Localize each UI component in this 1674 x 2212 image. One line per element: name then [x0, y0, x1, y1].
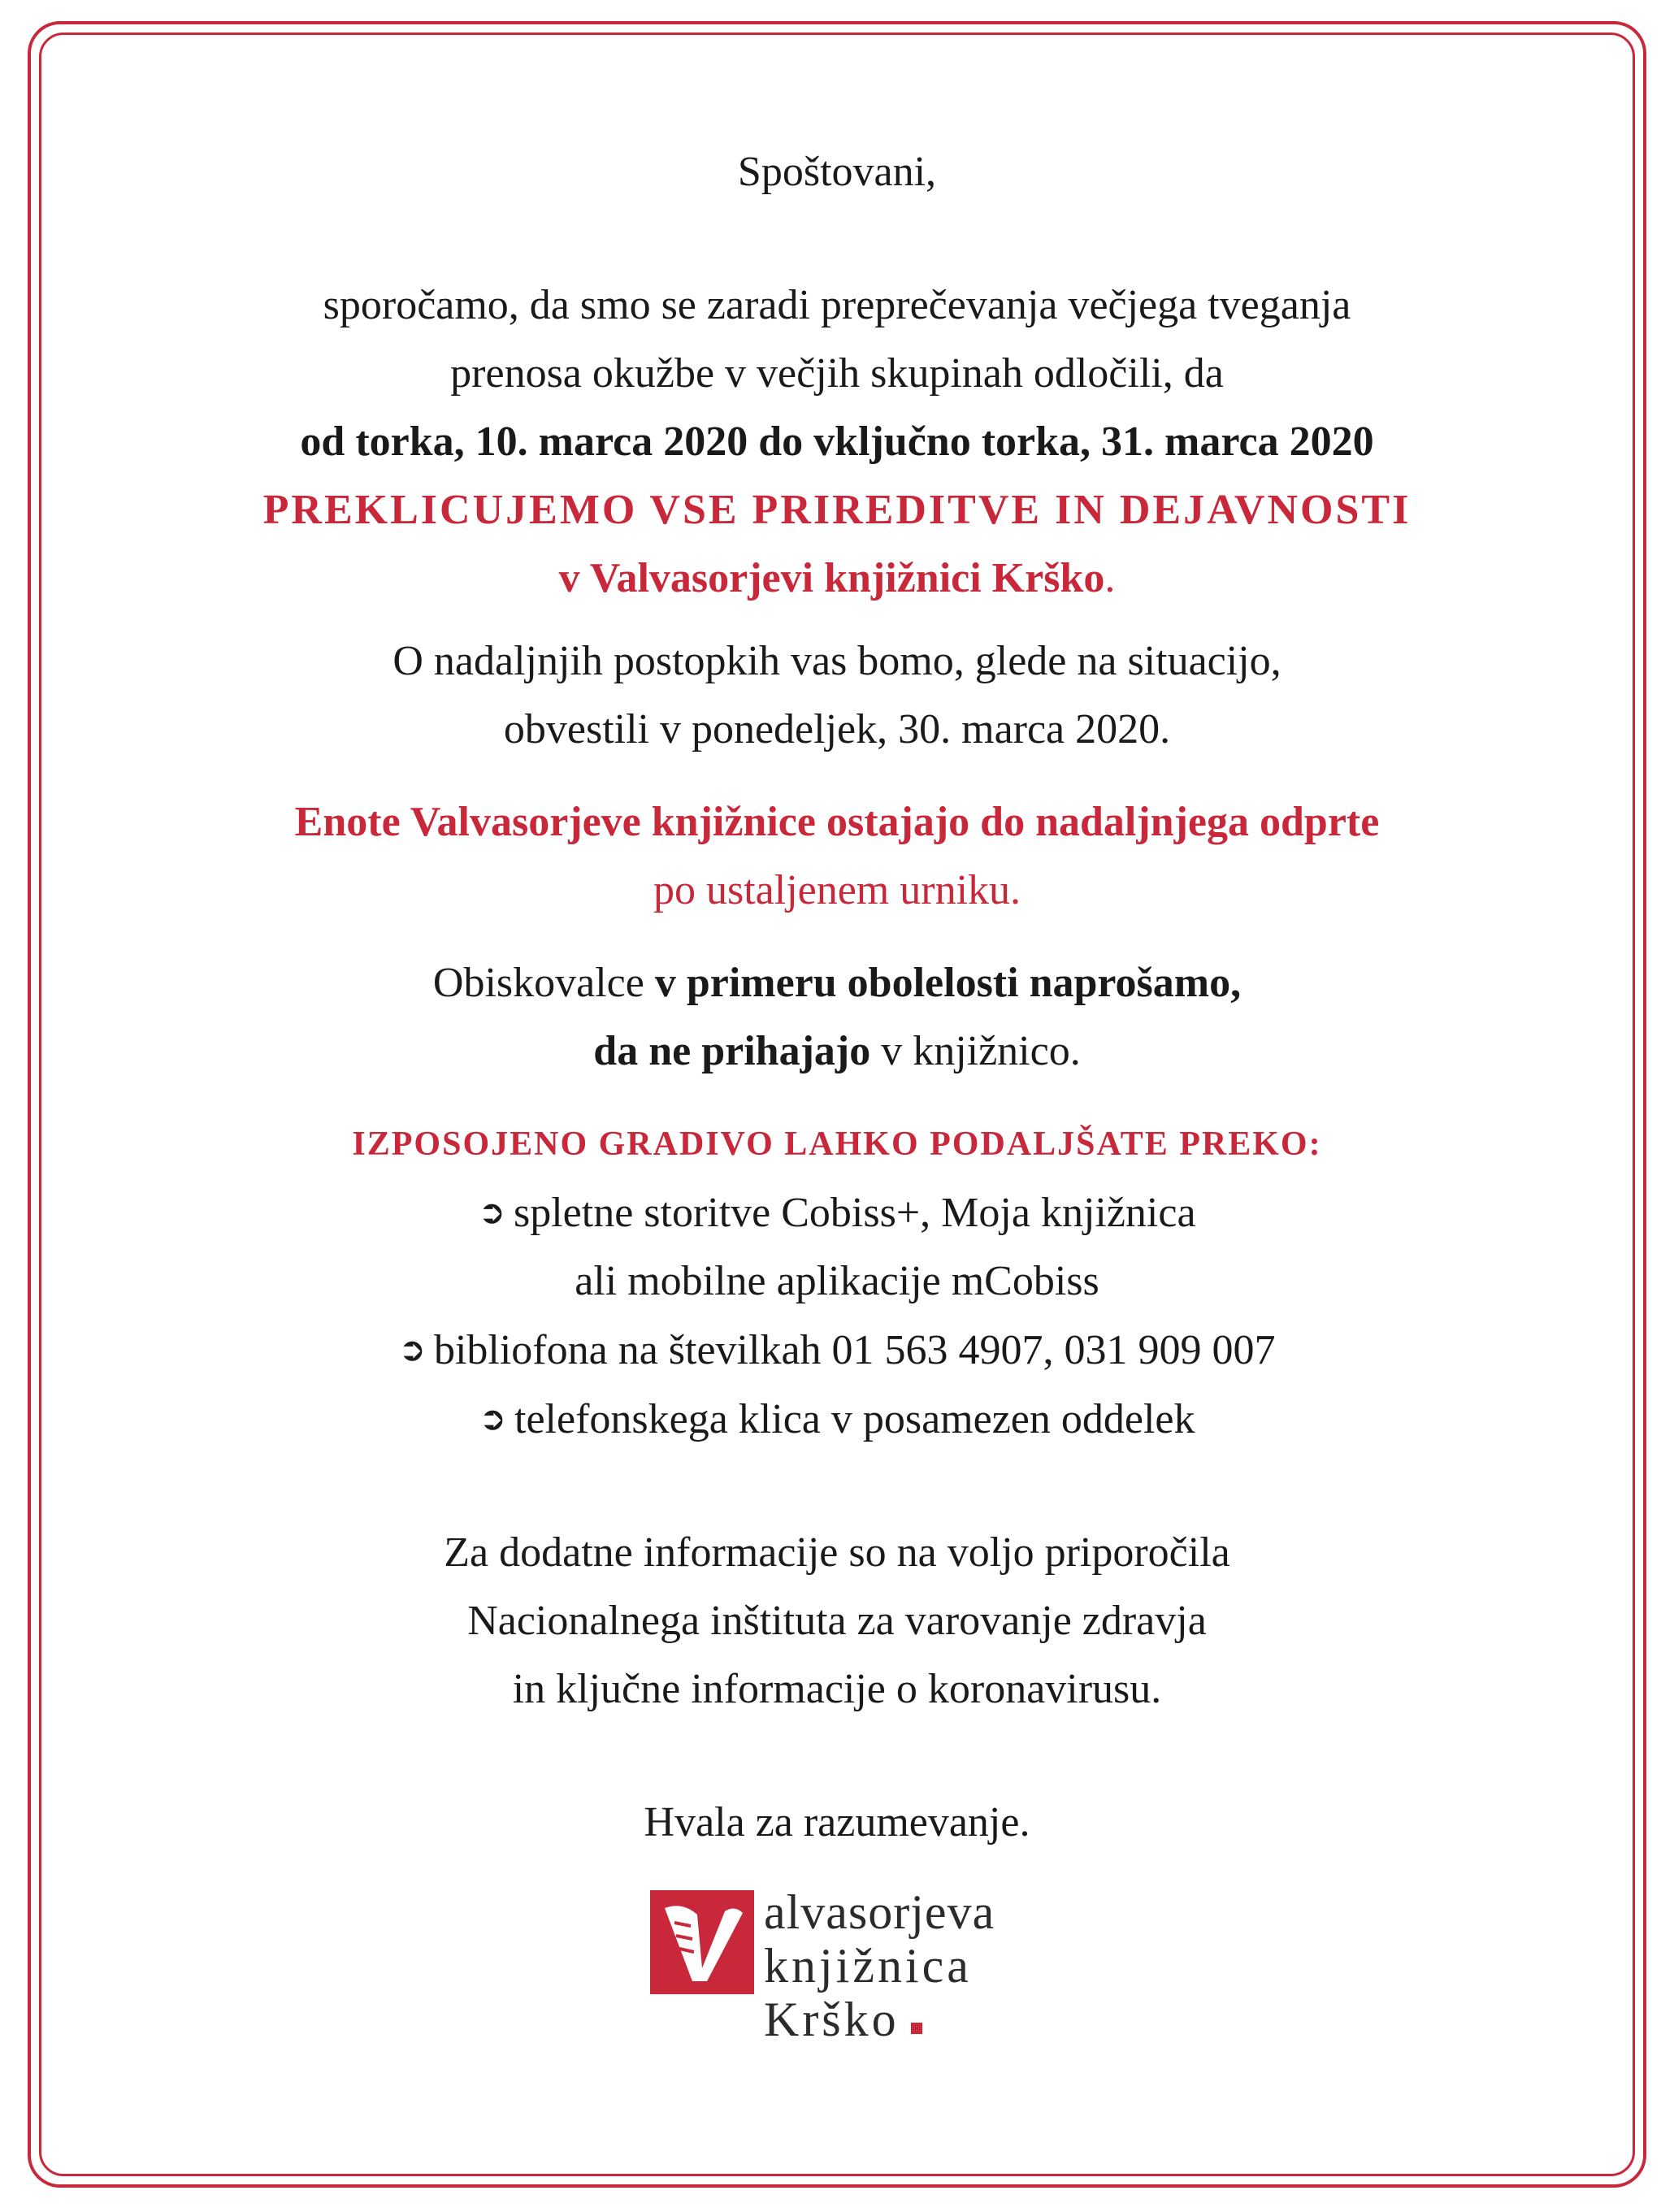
right-arrow-icon: ➲ — [479, 1400, 507, 1437]
renew-item-2: ➲ bibliofona na številkah 01 563 4907, 031 909 007 — [398, 1327, 1276, 1373]
intro-line-1: sporočamo, da smo se zaradi preprečevanja večjega tveganja — [323, 282, 1351, 328]
notice-body — [81, 138, 1593, 1857]
logo-line-1: alvasorjeva — [764, 1885, 995, 1939]
intro-line-2: prenosa okužbe v večjih skupinah odločili, da — [450, 350, 1224, 397]
renew-heading: IZPOSOJENO GRADIVO LAHKO PODALJŠATE PREKO: — [352, 1126, 1322, 1163]
library-name: v Valvasorjevi knjižnici Krško — [558, 555, 1105, 601]
visitors-line-2: da ne prihajajo v knjižnico. — [593, 1028, 1081, 1074]
logo-line-3: Krško — [764, 1993, 995, 2046]
info-line-3: in ključne informacije o koronavirusu. — [512, 1666, 1162, 1712]
right-arrow-icon: ➲ — [478, 1194, 505, 1230]
visitors-line-1: Obiskovalce v primeru obolelosti naprošamo, — [432, 960, 1242, 1006]
logo-v-mark-icon — [650, 1890, 754, 1994]
logo-dot — [911, 2023, 922, 2034]
thanks: Hvala za razumevanje. — [644, 1799, 1030, 1846]
logo-line-2: knjižnica — [764, 1939, 972, 1993]
right-arrow-icon: ➲ — [398, 1331, 426, 1368]
open-notice-line-1: Enote Valvasorjeve knjižnice ostajajo do nadaljnjega odprte — [294, 799, 1380, 845]
cancellation-location: v Valvasorjevi knjižnici Krško. — [558, 555, 1116, 601]
info-line-1: Za dodatne informacije so na voljo priporočila — [444, 1529, 1230, 1576]
open-notice-line-2: po ustaljenem urniku. — [653, 867, 1021, 913]
renew-item-1-cont: ali mobilne aplikacije mCobiss — [575, 1258, 1099, 1304]
greeting: Spoštovani, — [737, 149, 937, 195]
logo-text — [764, 1885, 995, 2046]
library-logo — [650, 1885, 1040, 2064]
renew-item-1: ➲ spletne storitve Cobiss+, Moja knjižnica — [478, 1190, 1196, 1236]
further-line-1: O nadaljnjih postopkih vas bomo, glede na situacijo, — [392, 638, 1282, 684]
date-range: od torka, 10. marca 2020 do vključno torka, 31. marca 2020 — [300, 419, 1374, 465]
further-line-2: obvestili v ponedeljek, 30. marca 2020. — [503, 706, 1171, 753]
info-line-2: Nacionalnega inštituta za varovanje zdravja — [467, 1598, 1207, 1644]
renew-item-3: ➲ telefonskega klica v posamezen oddelek — [479, 1396, 1195, 1442]
cancellation-heading: PREKLICUJEMO VSE PRIREDITVE IN DEJAVNOSTI — [262, 487, 1412, 533]
